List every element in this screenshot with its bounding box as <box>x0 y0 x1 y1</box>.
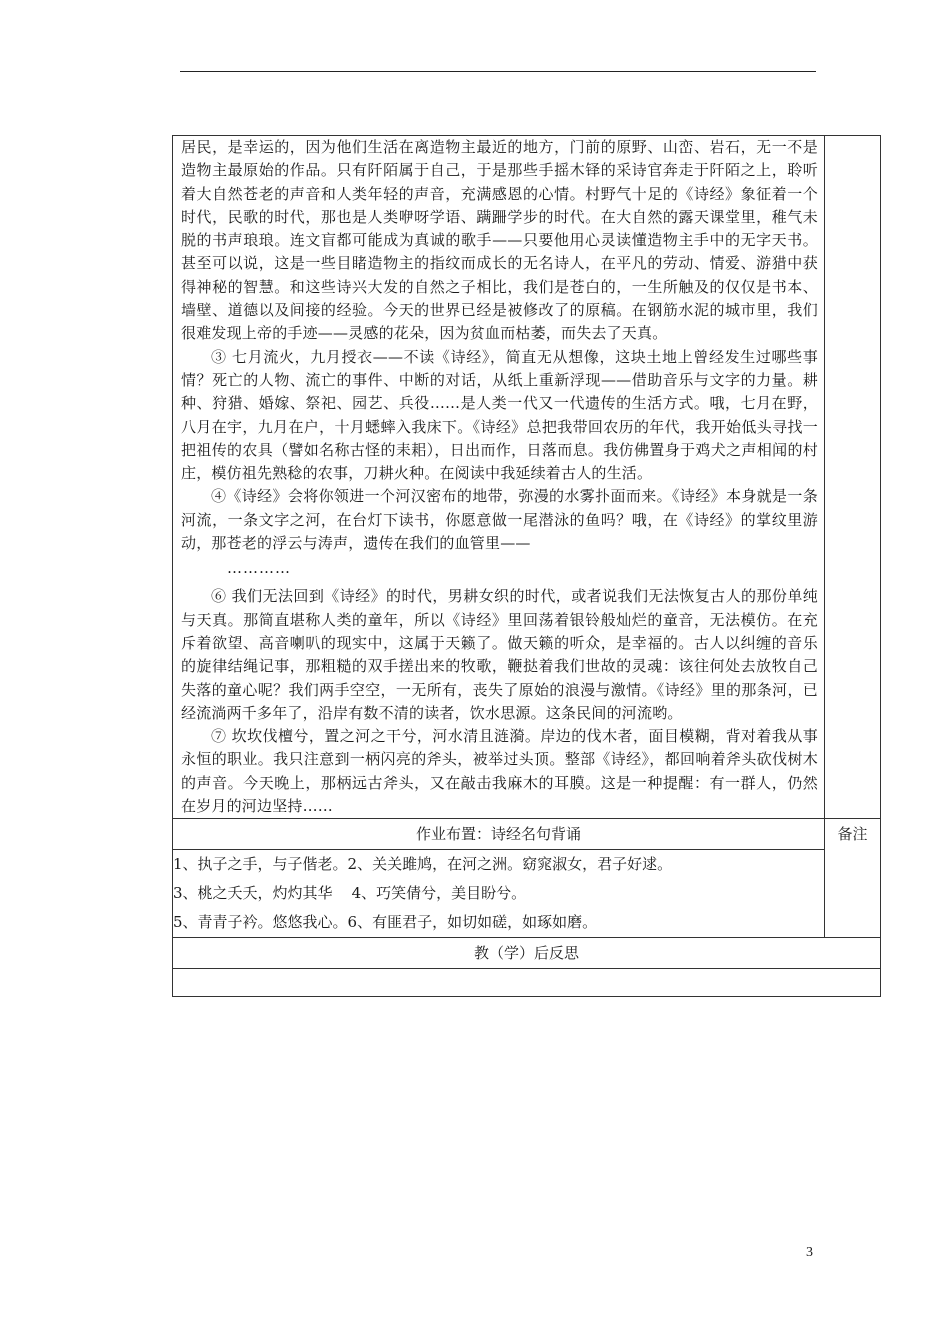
essay-side-cell <box>825 136 881 819</box>
remark-label: 备注 <box>837 825 868 844</box>
essay-cell <box>173 136 825 819</box>
lesson-table <box>172 135 881 997</box>
reflection-body <box>173 969 881 997</box>
essay-paragraph-3: ③ 七月流火，九月授衣——不读《诗经》，简直无从想像，这块土地上曾经发生过哪些事情？死亡的人物、流亡的事件、中断的对话，从纸上重新浮现——借助音乐与文字的力量。耕种、狩猎、婚嫁、祭祀、园艺、兵役……是人类一代又一代遗传的生活方式。哦，七月在野，八月在宇，九月在户，十月蟋蟀入我床下。《诗经》总把我带回农历的年代，我开始低头寻找一把祖传的农具（譬如名称古怪的耒耜），日出而作，日落而息。我仿佛置身于鸡犬之声相闻的村庄，模仿祖先熟稔的农事，刀耕火种。在阅读中我延续着古人的生活。 <box>181 347 818 483</box>
reflection-body-row <box>173 969 881 997</box>
reflection-title-row <box>173 938 881 969</box>
page-number: 3 <box>806 1245 813 1260</box>
homework-title: 作业布置：诗经名句背诵 <box>173 819 825 850</box>
essay-ellipsis: ………… <box>227 559 291 578</box>
essay-text <box>173 136 824 818</box>
homework-line-3: 5、青青子衿。悠悠我心。6、有匪君子，如切如磋，如琢如磨。 <box>173 913 598 932</box>
homework-line-1: 1、执子之手，与子偕老。2、关关雎鸠，在河之洲。窈窕淑女，君子好逑。 <box>173 855 673 874</box>
essay-paragraph-6: ⑥ 我们无法回到《诗经》的时代，男耕女织的时代，或者说我们无法恢复古人的那份单纯与天真。那简直堪称人类的童年，所以《诗经》里回荡着银铃般灿烂的童音，无法模仿。在充斥着欲望、高音喇叭的现实中，这属于天籁了。做天籁的听众，是幸福的。古人以纠缠的音乐的旋律结绳记事，那粗糙的双手搓出来的牧歌，鞭挞着我们世故的灵魂：该往何处去放牧自己失落的童心呢？我们两手空空，一无所有，丧失了原始的浪漫与激情。《诗经》里的那条河，已经流淌两千多年了，沿岸有数不清的读者，饮水思源。这条民间的河流哟。 <box>181 587 818 722</box>
essay-paragraph-7: ⑦ 坎坎伐檀兮，置之河之干兮，河水清且涟漪。岸边的伐木者，面目模糊，背对着我从事永恒的职业。我只注意到一柄闪亮的斧头，被举过头顶。整部《诗经》，都回响着斧头砍伐树木的声音。今天晚上，那柄远古斧头，又在敲击我麻木的耳膜。这是一种提醒：有一群人，仍然在岁月的河边坚持…… <box>181 727 818 816</box>
homework-list <box>173 850 825 938</box>
homework-line-2: 3、桃之夭夭，灼灼其华 4、巧笑倩兮，美目盼兮。 <box>173 884 527 903</box>
essay-paragraph-4: ④《诗经》会将你领进一个河汉密布的地带，弥漫的水雾扑面而来。《诗经》本身就是一条河流，一条文字之河，在台灯下读书，你愿意做一尾潜泳的鱼吗？哦，在《诗经》的掌纹里游动，那苍老的浮云与涛声，遗传在我们的血管里—— <box>181 487 818 553</box>
homework-title-row <box>173 819 881 850</box>
homework-body-row <box>173 850 881 938</box>
header-rule <box>180 71 816 72</box>
remark-cell <box>825 819 881 938</box>
essay-row <box>173 136 881 819</box>
essay-paragraph-1: 居民，是幸运的，因为他们生活在离造物主最近的地方，门前的原野、山峦、岩石，无一不是造物主最原始的作品。只有阡陌属于自己，于是那些手摇木铎的采诗官奔走于阡陌之上，聆听着大自然苍老的声音和人类年轻的声音，充满感恩的心情。村野气十足的《诗经》象征着一个时代，民歌的时代，那也是人类咿呀学语、蹒跚学步的时代。在大自然的露天课堂里，稚气未脱的书声琅琅。连文盲都可能成为真诚的歌手——只要他用心灵读懂造物主手中的无字天书。甚至可以说，这是一些目睹造物主的指纹而成长的无名诗人，在平凡的劳动、情爱、游猎中获得神秘的智慧。和这些诗兴大发的自然之子相比，我们是苍白的，一生所触及的仅仅是书本、墙壁、道德以及间接的经验。今天的世界已经是被修改了的原稿。在钢筋水泥的城市里，我们很难发现上帝的手迹——灵感的花朵，因为贫血而枯萎，而失去了天真。 <box>181 138 818 343</box>
reflection-title: 教（学）后反思 <box>173 938 881 969</box>
